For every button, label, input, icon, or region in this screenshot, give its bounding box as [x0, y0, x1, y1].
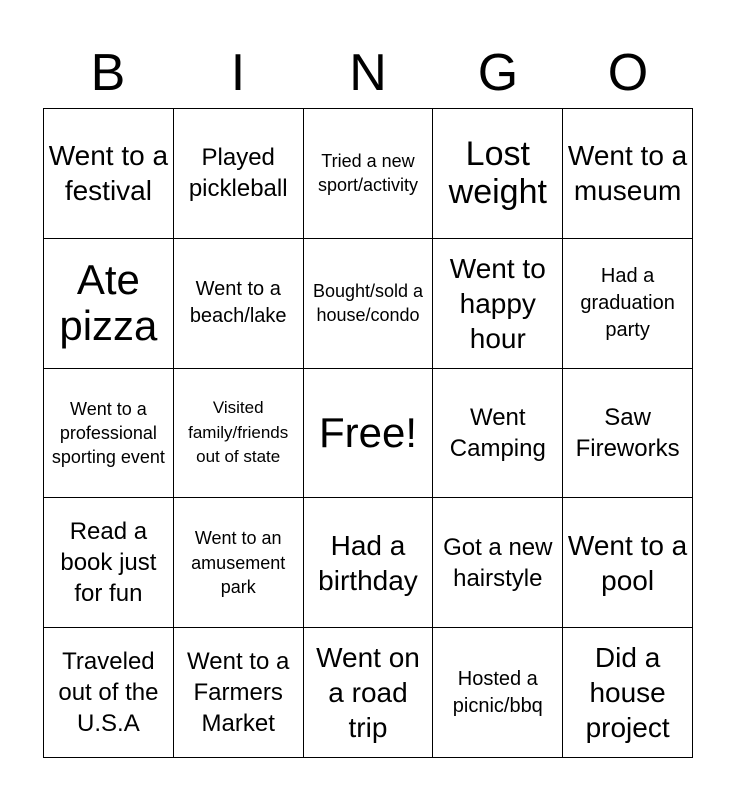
bingo-cell: Went to a Farmers Market: [174, 628, 304, 758]
bingo-cell: Traveled out of the U.S.A: [44, 628, 174, 758]
bingo-cell: Lost weight: [433, 109, 563, 239]
bingo-header: [43, 38, 693, 108]
header-letter-g: G: [477, 44, 519, 102]
bingo-cell: Saw Fireworks: [563, 369, 693, 499]
bingo-cell: Visited family/friends out of state: [174, 369, 304, 499]
bingo-cell: Did a house project: [563, 628, 693, 758]
bingo-grid: [43, 108, 693, 758]
bingo-cell: Went to a museum: [563, 109, 693, 239]
bingo-cell: Went on a road trip: [304, 628, 434, 758]
bingo-cell: Played pickleball: [174, 109, 304, 239]
bingo-cell: Ate pizza: [44, 239, 174, 369]
header-letter-i: I: [230, 44, 246, 102]
header-letter-o: O: [607, 44, 649, 102]
bingo-cell free-space: Free!: [304, 369, 434, 499]
header-letter-n: N: [349, 44, 387, 102]
bingo-cell: Went to an amusement park: [174, 498, 304, 628]
bingo-cell: Went to a festival: [44, 109, 174, 239]
bingo-cell: Had a graduation party: [563, 239, 693, 369]
bingo-cell: Got a new hairstyle: [433, 498, 563, 628]
bingo-cell: Had a birthday: [304, 498, 434, 628]
bingo-cell: Bought/sold a house/condo: [304, 239, 434, 369]
header-letter-b: B: [90, 44, 126, 102]
bingo-cell: Went to a beach/lake: [174, 239, 304, 369]
bingo-cell: Went to happy hour: [433, 239, 563, 369]
bingo-cell: Went to a professional sporting event: [44, 369, 174, 499]
bingo-cell: Tried a new sport/activity: [304, 109, 434, 239]
bingo-cell: Hosted a picnic/bbq: [433, 628, 563, 758]
bingo-cell: Went to a pool: [563, 498, 693, 628]
bingo-cell: Went Camping: [433, 369, 563, 499]
bingo-cell: Read a book just for fun: [44, 498, 174, 628]
